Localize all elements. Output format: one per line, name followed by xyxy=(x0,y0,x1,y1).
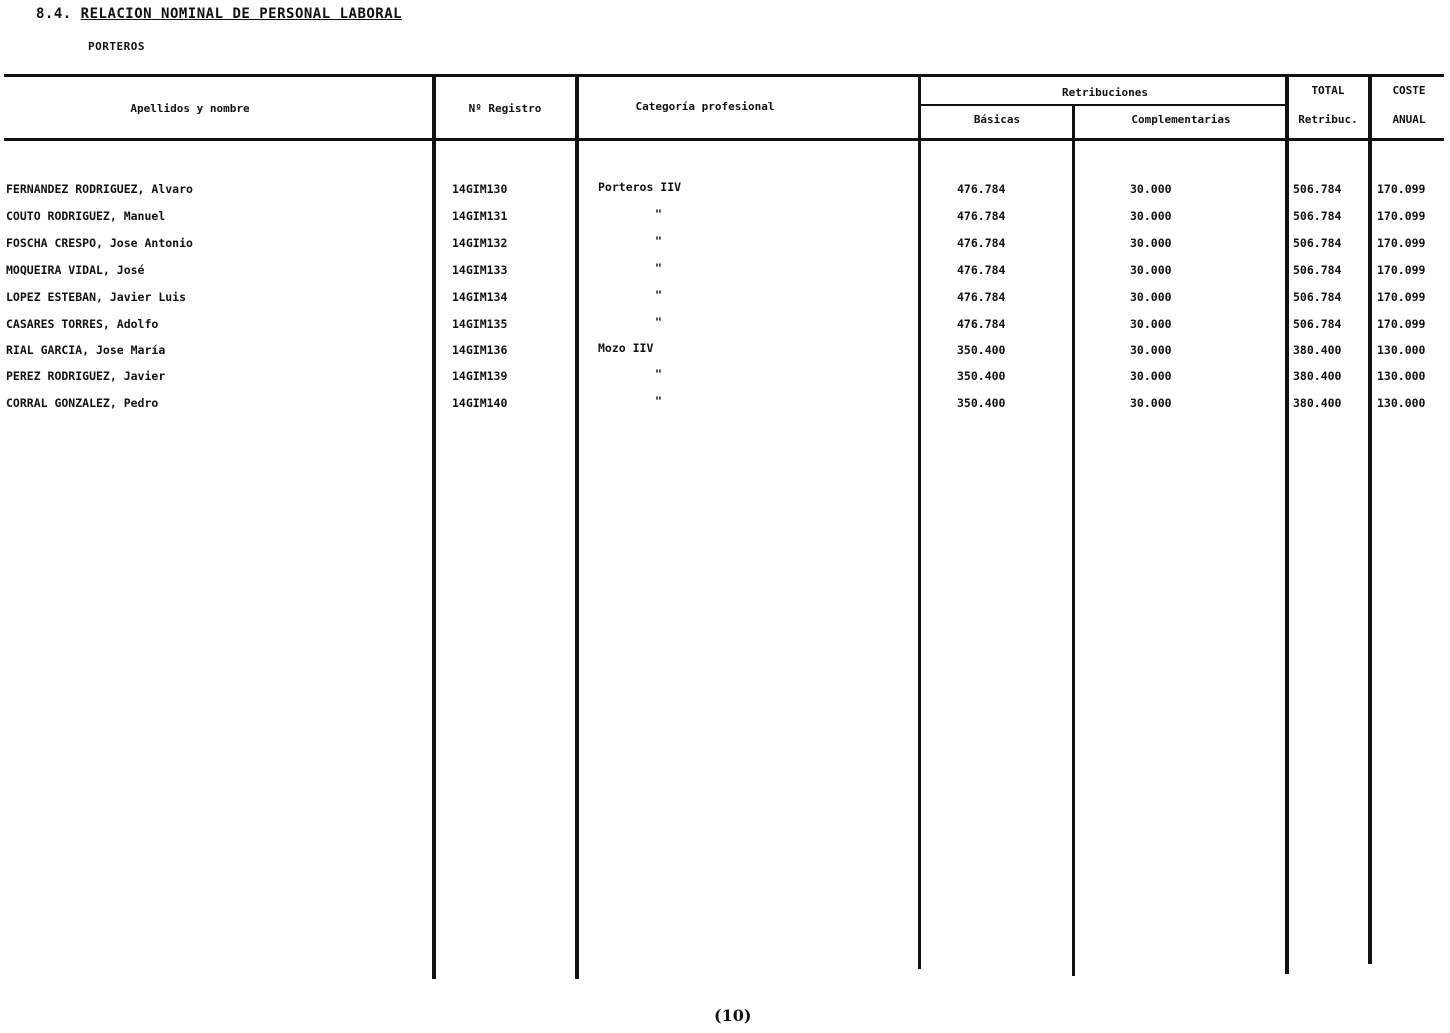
cell-complementarias: 30.000 xyxy=(1130,396,1172,410)
cell-annual: 170.099 xyxy=(1377,236,1426,250)
cell-name: LOPEZ ESTEBAN, Javier Luis xyxy=(6,290,187,304)
cell-complementarias: 30.000 xyxy=(1130,317,1172,331)
cell-total: 380.400 xyxy=(1293,343,1342,357)
cell-category: Mozo IIV xyxy=(598,341,654,355)
cell-basicas: 476.784 xyxy=(957,236,1006,250)
cell-total: 380.400 xyxy=(1293,369,1342,383)
cell-category: " xyxy=(655,394,662,408)
cell-annual: 130.000 xyxy=(1377,369,1426,383)
section-number: 8.4. xyxy=(36,6,72,22)
cell-name: MOQUEIRA VIDAL, José xyxy=(6,263,145,277)
cell-name: CORRAL GONZALEZ, Pedro xyxy=(6,396,159,410)
cell-category: " xyxy=(655,207,662,221)
header-annual-bottom: ANUAL xyxy=(1392,113,1426,126)
document-title xyxy=(36,6,402,22)
cell-complementarias: 30.000 xyxy=(1130,343,1172,357)
cell-register: 14GIM135 xyxy=(452,317,508,331)
cell-annual: 130.000 xyxy=(1377,343,1426,357)
column-divider xyxy=(918,74,921,969)
cell-annual: 170.099 xyxy=(1377,209,1426,223)
cell-register: 14GIM133 xyxy=(452,263,508,277)
cell-complementarias: 30.000 xyxy=(1130,263,1172,277)
page-number: (10) xyxy=(714,1006,752,1025)
cell-category: " xyxy=(655,288,662,302)
cell-basicas: 476.784 xyxy=(957,290,1006,304)
cell-name: FOSCHA CRESPO, Jose Antonio xyxy=(6,236,193,250)
cell-register: 14GIM131 xyxy=(452,209,508,223)
column-divider xyxy=(432,74,436,979)
cell-annual: 170.099 xyxy=(1377,263,1426,277)
cell-register: 14GIM132 xyxy=(452,236,508,250)
cell-register: 14GIM140 xyxy=(452,396,508,410)
cell-category: " xyxy=(655,234,662,248)
table-top-rule xyxy=(4,74,1444,77)
cell-total: 506.784 xyxy=(1293,290,1342,304)
cell-annual: 170.099 xyxy=(1377,317,1426,331)
cell-category: Porteros IIV xyxy=(598,180,682,194)
cell-total: 506.784 xyxy=(1293,263,1342,277)
section-title: RELACION NOMINAL DE PERSONAL LABORAL xyxy=(80,6,403,22)
cell-register: 14GIM136 xyxy=(452,343,508,357)
cell-complementarias: 30.000 xyxy=(1130,290,1172,304)
cell-name: PEREZ RODRIGUEZ, Javier xyxy=(6,369,166,383)
cell-basicas: 350.400 xyxy=(957,396,1006,410)
cell-category: " xyxy=(655,315,662,329)
cell-basicas: 350.400 xyxy=(957,369,1006,383)
cell-register: 14GIM134 xyxy=(452,290,508,304)
cell-total: 506.784 xyxy=(1293,236,1342,250)
cell-annual: 170.099 xyxy=(1377,182,1426,196)
header-total-bottom: Retribuc. xyxy=(1298,113,1358,126)
cell-total: 380.400 xyxy=(1293,396,1342,410)
cell-basicas: 350.400 xyxy=(957,343,1006,357)
column-divider xyxy=(1285,74,1289,974)
header-retribuciones: Retribuciones xyxy=(1061,86,1149,99)
cell-basicas: 476.784 xyxy=(957,182,1006,196)
cell-annual: 170.099 xyxy=(1377,290,1426,304)
cell-basicas: 476.784 xyxy=(957,209,1006,223)
cell-name: RIAL GARCIA, Jose María xyxy=(6,343,166,357)
header-complementarias: Complementarias xyxy=(1131,113,1231,126)
cell-total: 506.784 xyxy=(1293,317,1342,331)
column-divider xyxy=(575,74,579,979)
retribuciones-rule xyxy=(920,104,1286,106)
document-subtitle: PORTEROS xyxy=(88,40,145,53)
header-basicas: Básicas xyxy=(973,113,1021,126)
cell-complementarias: 30.000 xyxy=(1130,182,1172,196)
header-bottom-rule xyxy=(4,138,1444,141)
cell-basicas: 476.784 xyxy=(957,263,1006,277)
cell-name: CASARES TORRES, Adolfo xyxy=(6,317,159,331)
cell-total: 506.784 xyxy=(1293,209,1342,223)
header-annual-top: COSTE xyxy=(1392,84,1426,97)
cell-complementarias: 30.000 xyxy=(1130,209,1172,223)
cell-name: FERNANDEZ RODRIGUEZ, Alvaro xyxy=(6,182,193,196)
cell-complementarias: 30.000 xyxy=(1130,369,1172,383)
header-name: Apellidos y nombre xyxy=(130,102,250,115)
header-register: Nº Registro xyxy=(468,102,542,115)
cell-annual: 130.000 xyxy=(1377,396,1426,410)
column-divider xyxy=(1368,74,1372,964)
cell-category: " xyxy=(655,367,662,381)
cell-register: 14GIM139 xyxy=(452,369,508,383)
cell-name: COUTO RODRIGUEZ, Manuel xyxy=(6,209,166,223)
header-total-top: TOTAL xyxy=(1311,84,1345,97)
cell-category: " xyxy=(655,261,662,275)
cell-register: 14GIM130 xyxy=(452,182,508,196)
column-divider xyxy=(1072,104,1075,976)
cell-basicas: 476.784 xyxy=(957,317,1006,331)
header-category: Categoría profesional xyxy=(635,100,775,113)
cell-total: 506.784 xyxy=(1293,182,1342,196)
cell-complementarias: 30.000 xyxy=(1130,236,1172,250)
